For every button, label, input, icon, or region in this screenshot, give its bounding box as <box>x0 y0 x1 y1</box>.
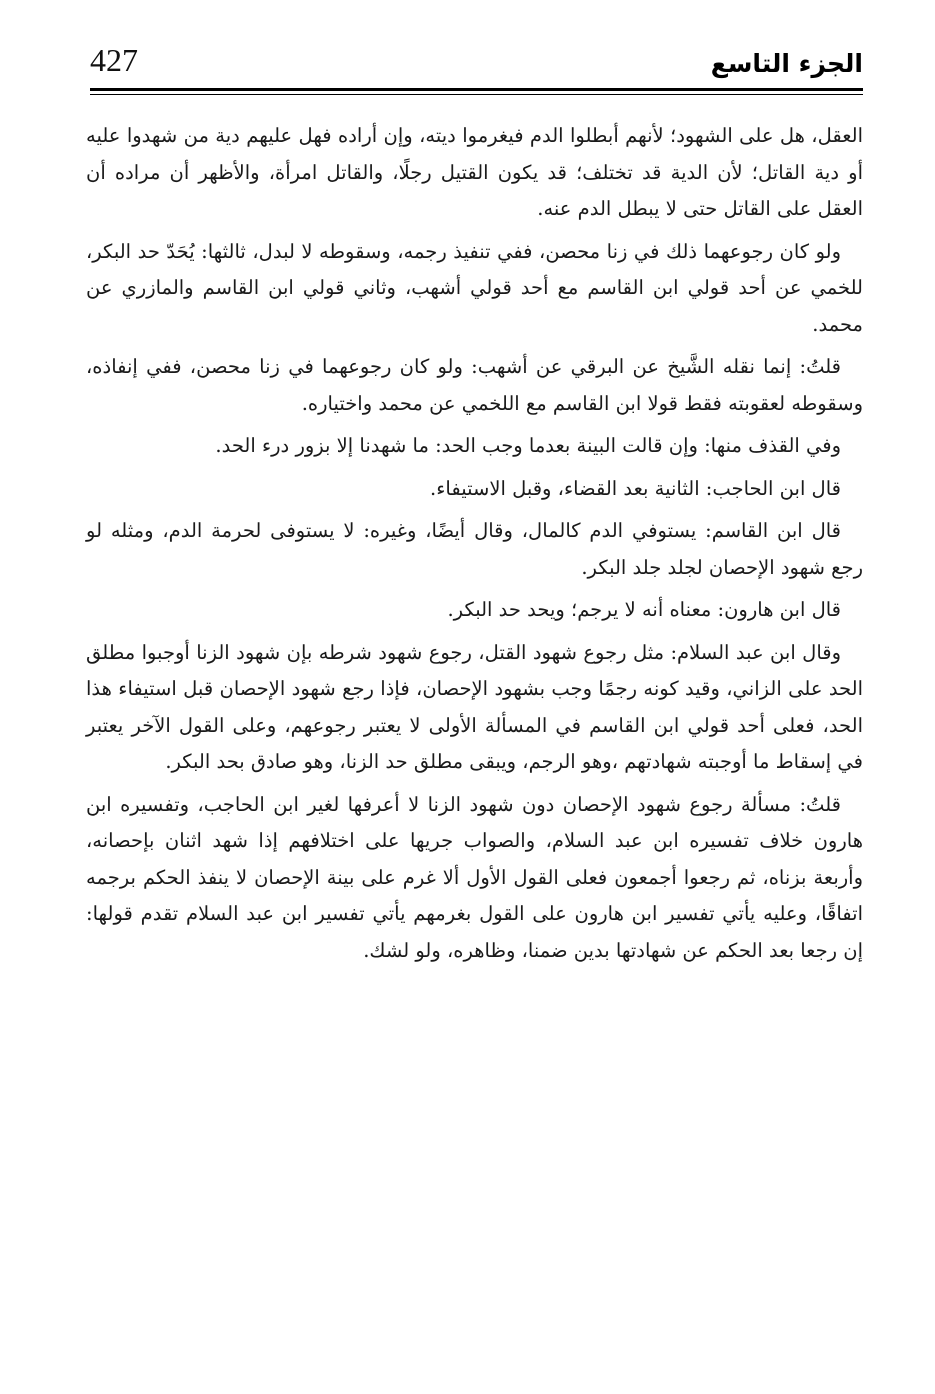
paragraph-2: ولو كان رجوعهما ذلك في زنا محصن، ففي تنفيذ رجمه، وسقوطه لا لبدل، ثالثها: يُحَدّ حد البكر، للخمي عن أحد قولي ابن القاسم مع أحد قولي أشهب، وثاني قولي ابن القاسم والمازري عن محمد. <box>86 239 863 336</box>
paragraph-9: قلتُ: مسألة رجوع شهود الإحصان دون شهود الزنا لا أعرفها لغير ابن الحاجب، وتفسيره ابن هارون خلاف تفسيره ابن عبد السلام، والصواب جريها على اختلافهم إذا شهد اثنان بإحصانه، وأربعة بزناه، ثم رجعوا أجمعون فعلى القول الأول ألا غرم على بينة الإحصان لا ينفذ الحكم برجمه اتفاقًا، وعليه يأتي تفسير ابن هارون على القول بغرمهم يأتي تفسير ابن عبد السلام تقدم قولها: إن رجعا بعد الحكم عن شهادتها بدين ضمنا، وظاهره، ولو لشك. <box>86 792 863 962</box>
header-rule-thin <box>90 94 863 95</box>
paragraph-6: قال ابن القاسم: يستوفي الدم كالمال، وقال أيضًا، وغيره: لا يستوفى لحرمة الدم، ومثله لو رجع شهود الإحصان لجلد جلد البكر. <box>86 519 863 579</box>
running-head: الجزء التاسع <box>710 49 863 78</box>
paragraph-4: وفي القذف منها: وإن قالت البينة بعدما وجب الحد: ما شهدنا إلا بزور درء الحد. <box>215 434 841 457</box>
page-number: 427 <box>90 42 138 78</box>
paragraph-5: قال ابن الحاجب: الثانية بعد القضاء، وقبل الاستيفاء. <box>430 476 841 500</box>
paragraph-1: العقل، هل على الشهود؛ لأنهم أبطلوا الدم فيغرموا ديته، وإن أراده فهل عليهم دية من شهدوا عليه أو دية القاتل؛ لأن الدية قد تختلف؛ قد يكون القتيل رجلًا، والقاتل امرأة، والأظهر أن مراده أن العقل على القاتل حتى لا يبطل الدم عنه. <box>86 124 863 220</box>
header-rule-thick <box>90 88 863 91</box>
paragraph-3: قلتُ: إنما نقله الشَّيخ عن البرقي عن أشهب: ولو كان رجوعهما في زنا محصن، ففي إنفاذه، وسقوطه لعقوبته فقط قولا ابن القاسم مع اللخمي عن محمد واختياره. <box>86 355 863 415</box>
body-text <box>86 118 863 975</box>
paragraph-7: قال ابن هارون: معناه أنه لا يرجم؛ ويحد حد البكر. <box>447 598 841 621</box>
paragraph-8: وقال ابن عبد السلام: مثل رجوع شهود القتل، رجوع شهود شرطه بإن شهود الزنا أوجبوا مطلق الحد على الزاني، وقيد كونه رجمًا وجب بشهود الإحصان، فإذا رجع شهود الإحصان قبل استيفاء هذا الحد، فعلى أحد قولي ابن القاسم في المسألة الأولى لا يعتبر رجوعهم، وعلى القول الآخر يعتبر في إسقاط ما أوجبته شهادتهم ،وهو الرجم، ويبقى مطلق حد الزنا، وهو صادق بحد البكر. <box>86 640 864 773</box>
